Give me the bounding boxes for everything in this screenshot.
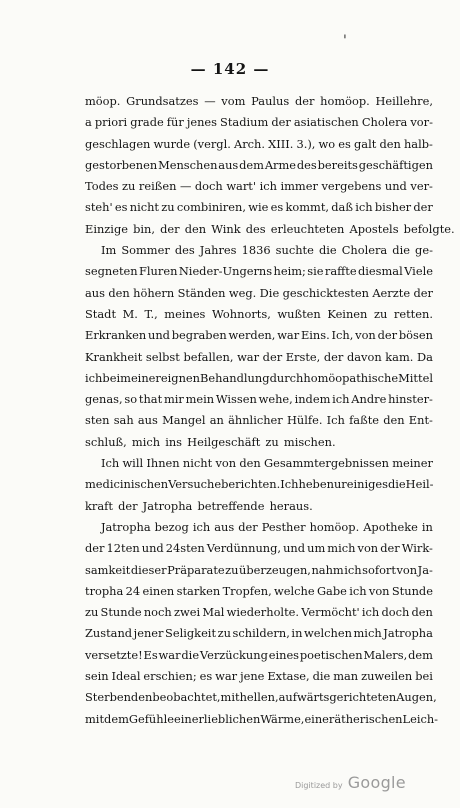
text-line: der 12ten und 24sten Verdünnung, und um mich von der Wirk- bbox=[85, 541, 433, 556]
text-line: mit dem Gefühle einer lieblichen Wärme, einer ätherischen Leich- bbox=[85, 711, 439, 726]
page-number: — 142 — bbox=[190, 60, 270, 78]
text-line: segneten Fluren Nieder-Ungerns heim; sie raffte diesmal Viele bbox=[85, 264, 433, 279]
text-line: Jatropha bezog ich aus der Pesther homöop. Apotheke in bbox=[100, 519, 433, 534]
body-text bbox=[85, 91, 455, 730]
text-line: versetzte! Es war die Verzückung eines poetischen Malers, dem bbox=[85, 647, 433, 662]
digitized-label: Digitized by bbox=[295, 781, 343, 790]
text-line: aus den höhern Ständen weg. Die geschicktesten Aerzte der bbox=[85, 285, 433, 300]
text-line: medicinischen Versuche berichten. Ich hebe nur einiges die Heil- bbox=[85, 477, 434, 492]
text-line: möop. Grundsatzes — vom Paulus der homöop. Heillehre, bbox=[85, 94, 433, 108]
google-brand: Google bbox=[347, 773, 406, 792]
corner-mark: ' bbox=[343, 33, 347, 49]
text-line: schluß, mich ins Heilgeschäft zu mischen. bbox=[85, 434, 336, 449]
text-line: Sterbenden beobachtet, mit hellen, aufwärtsgerichteten Augen, bbox=[85, 690, 437, 705]
text-line: Stadt M. T., meines Wohnorts, wußten Keinen zu retten. bbox=[85, 306, 433, 321]
text-line: Erkranken und begraben werden, war Eins. Ich, von der bösen bbox=[85, 328, 433, 343]
text-line: gestorbenen Menschen aus dem Arme des bereits geschäftigen bbox=[85, 157, 433, 172]
text-line: Todes zu reißen — doch wart' ich immer vergebens und ver- bbox=[85, 179, 433, 194]
text-line: steh' es nicht zu combiniren, wie es kommt, daß ich bisher der bbox=[85, 200, 433, 215]
text-line: zu Stunde noch zwei Mal wiederholte. Vermöcht' ich doch den bbox=[85, 605, 433, 620]
text-line: tropha 24 einen starken Tropfen, welche Gabe ich von Stunde bbox=[85, 583, 433, 598]
text-line: sten sah aus Mangel an ähnlicher Hülfe. Ich faßte den Ent- bbox=[85, 413, 433, 428]
text-line: genas, so that mir mein Wissen wehe, indem ich Andre hinster- bbox=[85, 392, 433, 407]
text-line: kraft der Jatropha betreffende heraus. bbox=[85, 498, 313, 513]
text-line: samkeit dieser Präparate zu überzeugen, nahm ich sofort von Ja- bbox=[85, 562, 433, 577]
text-line: Einzige bin, der den Wink des erleuchteten Apostels befolgte. bbox=[85, 221, 455, 236]
text-line: Ich will Ihnen nicht von den Gesammtergebnissen meiner bbox=[100, 456, 433, 471]
text-line: Krankheit selbst befallen, war der Erste, der davon kam. Da bbox=[85, 349, 433, 364]
digitized-by-google-watermark bbox=[295, 773, 406, 792]
text-line: sein Ideal erschien; es war jene Extase, die man zuweilen bei bbox=[85, 669, 433, 684]
text-line: Im Sommer des Jahres 1836 suchte die Cholera die ge- bbox=[100, 243, 433, 258]
text-line: ich bei meiner eignen Behandlung durch homöopathische Mittel bbox=[85, 370, 433, 385]
text-line: a priori grade für jenes Stadium der asiatischen Cholera vor- bbox=[85, 115, 433, 130]
text-line: geschlagen wurde (vergl. Arch. XIII. 3.), wo es galt den halb- bbox=[85, 136, 433, 151]
text-line: Zustand jener Seligkeit zu schildern, in welchen mich Jatropha bbox=[85, 626, 433, 641]
